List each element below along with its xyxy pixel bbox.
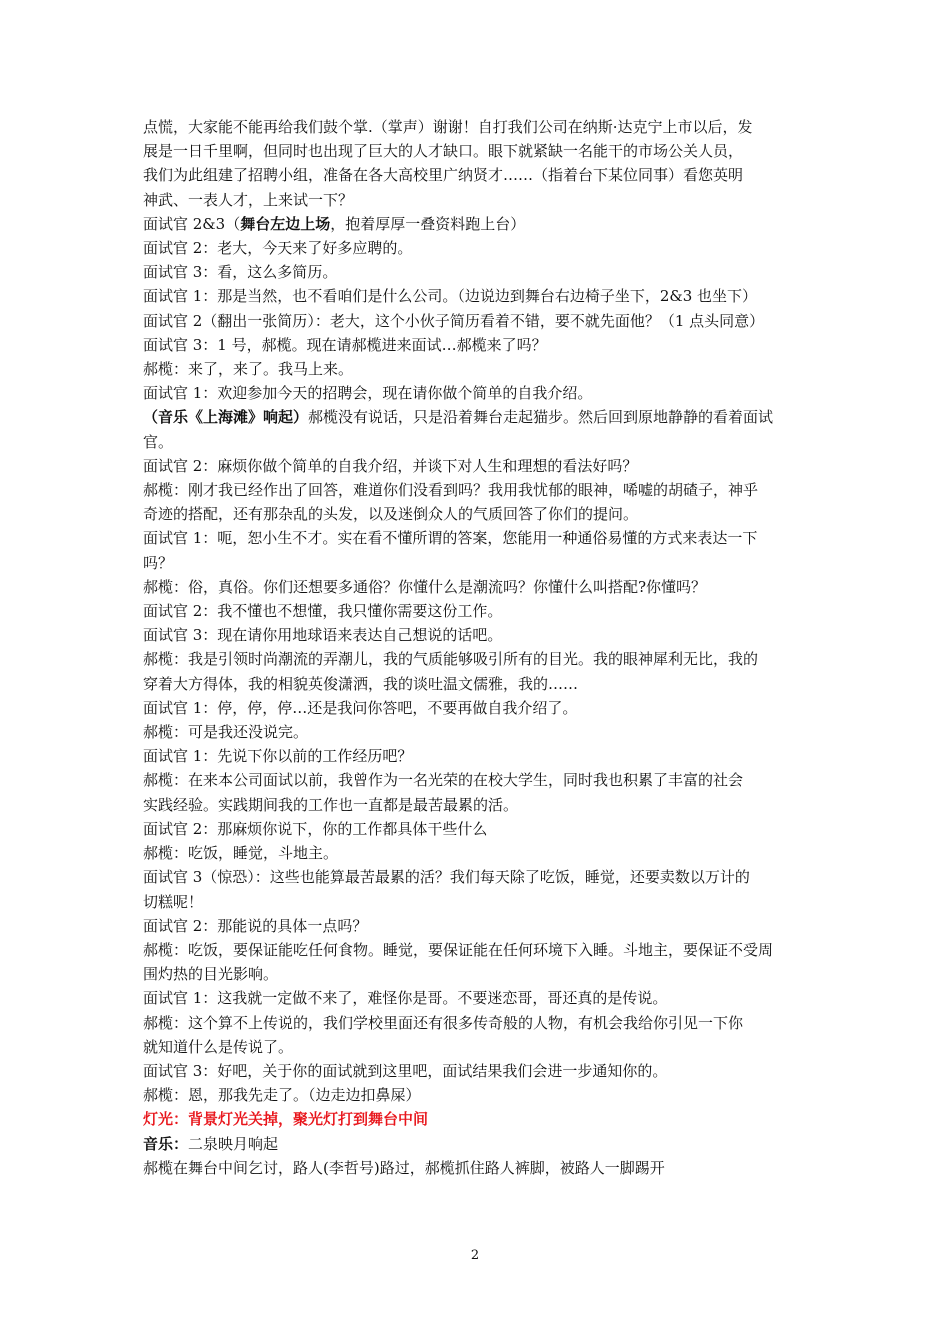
stage-direction-line (143, 212, 811, 236)
text-line: 郝榄：刚才我已经作出了回答，难道你们没看到吗？我用我忧郁的眼神，唏嘘的胡碴子，神乎 (143, 481, 759, 500)
text-line: 实践经验。实践期间我的工作也一直都是最苦最累的活。 (143, 795, 519, 814)
text-line: 面试官 2：麻烦你做个简单的自我介绍，并谈下对人生和理想的看法好吗？ (143, 456, 638, 475)
text-line: 奇迹的搭配，还有那杂乱的头发，以及迷倒众人的气质回答了你们的提问。 (143, 505, 639, 524)
bold-text-segment: 音乐： (143, 1134, 189, 1153)
text-line: 面试官 1：那是当然，也不看咱们是什么公司。（边说边到舞台右边椅子坐下，2&3 也坐下） (143, 287, 758, 306)
text-line: 穿着大方得体，我的相貌英俊潇洒，我的谈吐温文儒雅，我的…… (143, 674, 579, 693)
text-line: 吗？ (143, 553, 174, 572)
text-segment: 二泉映月响起 (188, 1134, 279, 1153)
text-line: 面试官 1：这我就一定做不来了，难怪你是哥。不要迷恋哥，哥还真的是传说。 (143, 989, 668, 1008)
text-line: 郝榄：吃饭，要保证能吃任何食物。睡觉，要保证能在任何环境下入睡。斗地主，要保证不受周 (143, 940, 774, 959)
text-line: 面试官 3：现在请你用地球语来表达自己想说的话吧。 (143, 626, 503, 645)
text-line: 围灼热的目光影响。 (143, 965, 279, 984)
text-line: 面试官 3：1 号，郝榄。现在请郝榄进来面试…郝榄来了吗？ (143, 335, 547, 354)
page-number: 2 (470, 1248, 480, 1263)
text-line: 面试官 3：好吧，关于你的面试就到这里吧，面试结果我们会进一步通知你的。 (143, 1061, 668, 1080)
music-cue-line (143, 405, 811, 429)
text-line: 郝榄：俗，真俗。你们还想要多通俗？你懂什么是潮流吗？你懂什么叫搭配?你懂吗？ (143, 577, 707, 596)
text-line: 郝榄：在来本公司面试以前，我曾作为一名光荣的在校大学生，同时我也积累了丰富的社会 (143, 771, 744, 790)
text-line: 郝榄：恩，那我先走了。（边走边扣鼻屎） (143, 1086, 421, 1105)
text-line: 我们为此组建了招聘小组，准备在各大高校里广纳贤才……（指着台下某位同事）看您英明 (143, 166, 744, 185)
text-line: 面试官 3：看，这么多简历。 (143, 263, 338, 282)
text-segment: 郝榄没有说话，只是沿着舞台走起猫步。然后回到原地静静的看着面试 (308, 408, 774, 427)
text-line: 面试官 2：我不懂也不想懂，我只懂你需要这份工作。 (143, 602, 503, 621)
bold-text-segment: 舞台左边上场 (240, 214, 331, 233)
text-line: 面试官 1：欢迎参加今天的招聘会，现在请你做个简单的自我介绍。 (143, 384, 593, 403)
text-line: 郝榄：吃饭，睡觉，斗地主。 (143, 844, 339, 863)
text-line: 郝榄在舞台中间乞讨，路人(李哲号)路过，郝榄抓住路人裤脚，被路人一脚踢开 (143, 1158, 665, 1177)
text-line: 面试官 2：那麻烦你说下，你的工作都具体干些什么 (143, 819, 488, 838)
music-cue-line (143, 1132, 811, 1156)
document-body (143, 115, 811, 1180)
text-line: 点慌，大家能不能再给我们鼓个掌.（掌声）谢谢！自打我们公司在纳斯·达克宁上市以后，发 (143, 118, 753, 136)
text-segment: ，抱着厚厚一叠资料跑上台） (330, 214, 526, 233)
text-line: 切糕呢！ (143, 892, 204, 911)
text-line: 神武、一表人才，上来试一下？ (143, 190, 354, 209)
text-line: 面试官 1：停，停，停…还是我问你答吧，不要再做自我介绍了。 (143, 698, 578, 717)
text-line: 就知道什么是传说了。 (143, 1037, 294, 1056)
bold-text-segment: （音乐《上海滩》响起） (143, 408, 309, 427)
text-line: 展是一日千里啊，但同时也出现了巨大的人才缺口。眼下就紧缺一名能干的市场公关人员， (143, 142, 744, 161)
text-line: 郝榄：这个算不上传说的，我们学校里面还有很多传奇般的人物，有机会我给你引见一下你 (143, 1013, 744, 1032)
text-line: 面试官 1：呃，恕小生不才。实在看不懂所谓的答案，您能用一种通俗易懂的方式来表达一下 (143, 529, 758, 548)
text-line: 面试官 2：老大，今天来了好多应聘的。 (143, 239, 413, 258)
text-line: 面试官 1：先说下你以前的工作经历吧？ (143, 747, 413, 766)
text-line: 面试官 2：那能说的具体一点吗？ (143, 916, 368, 935)
text-segment: 面试官 2&3（ (143, 214, 241, 233)
text-line: 面试官 3（惊恐）：这些也能算最苦最累的活？我们每天除了吃饭，睡觉，还要卖数以万计的 (143, 868, 750, 887)
text-line: 郝榄：可是我还没说完。 (143, 723, 309, 742)
text-line: 面试官 2（翻出一张简历）：老大，这个小伙子简历看着不错，要不就先面他？（1 点头同意） (143, 311, 765, 330)
text-line: 郝榄：我是引领时尚潮流的弄潮儿，我的气质能够吸引所有的目光。我的眼神犀利无比，我的 (143, 650, 759, 669)
text-line: 官。 (143, 432, 174, 451)
text-line: 郝榄：来了，来了。我马上来。 (143, 360, 354, 379)
lighting-cue-line: 灯光：背景灯光关掉，聚光灯打到舞台中间 (143, 1110, 429, 1129)
